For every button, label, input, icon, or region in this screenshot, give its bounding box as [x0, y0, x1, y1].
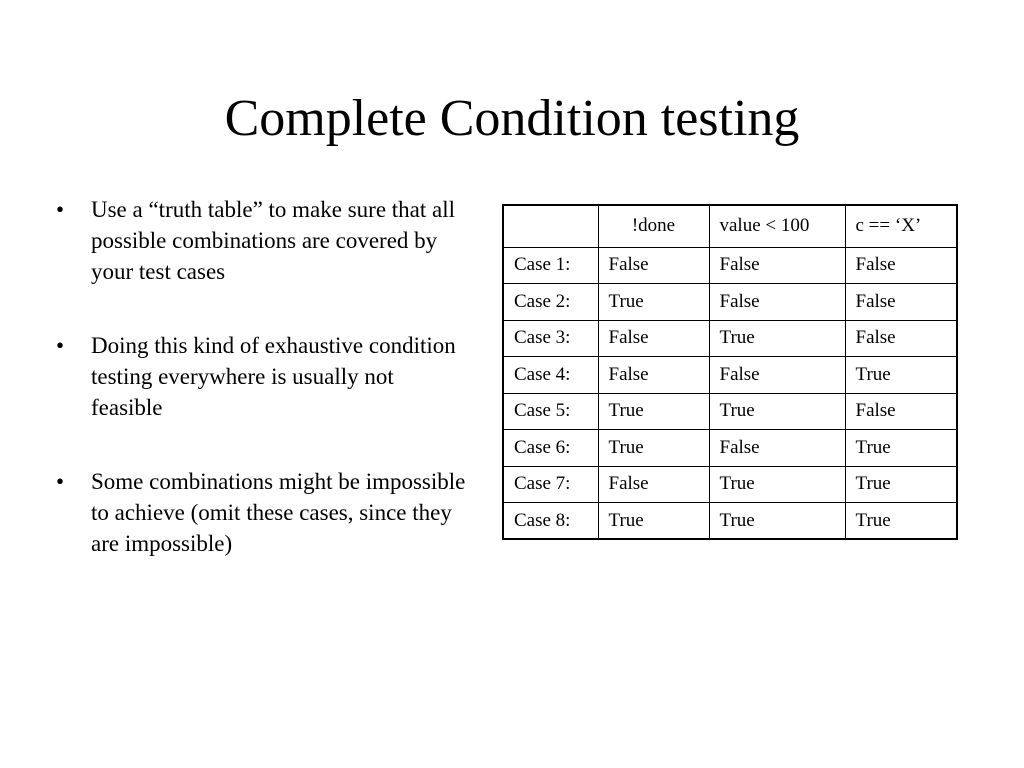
- header-cell-c: c == ‘X’: [845, 205, 957, 247]
- table-cell: False: [598, 357, 709, 394]
- table-row: [503, 320, 957, 357]
- case-label-cell: Case 2:: [503, 284, 598, 321]
- bullet-icon: •: [56, 333, 65, 358]
- case-label-cell: Case 8:: [503, 503, 598, 540]
- table-cell: False: [845, 247, 957, 284]
- table-cell: True: [845, 357, 957, 394]
- header-cell-empty: [503, 205, 598, 247]
- bullet-text: Use a “truth table” to make sure that all possible combinations are covered by your test cases: [91, 197, 456, 284]
- bullet-icon: •: [56, 469, 65, 494]
- table-cell: False: [709, 357, 845, 394]
- bullet-item: [50, 194, 470, 287]
- bullet-list: [50, 194, 470, 602]
- table-cell: True: [598, 430, 709, 467]
- table-header-row: [503, 205, 957, 247]
- table-cell: True: [845, 466, 957, 503]
- table-cell: True: [598, 503, 709, 540]
- table-cell: True: [598, 284, 709, 321]
- table-row: [503, 357, 957, 394]
- table-row: [503, 393, 957, 430]
- truth-table: [502, 204, 958, 540]
- bullet-text: Doing this kind of exhaustive condition testing everywhere is usually not feasible: [91, 333, 456, 420]
- case-label-cell: Case 5:: [503, 393, 598, 430]
- case-label-cell: Case 6:: [503, 430, 598, 467]
- table-cell: False: [845, 320, 957, 357]
- bullet-item: [50, 466, 470, 559]
- bullet-item: [50, 330, 470, 423]
- table-cell: False: [845, 393, 957, 430]
- table-cell: False: [598, 247, 709, 284]
- table-cell: True: [845, 430, 957, 467]
- table-row: [503, 430, 957, 467]
- slide-title: Complete Condition testing: [224, 90, 800, 147]
- table-cell: False: [598, 320, 709, 357]
- table-cell: False: [709, 284, 845, 321]
- header-cell-value: value < 100: [709, 205, 845, 247]
- case-label-cell: Case 3:: [503, 320, 598, 357]
- table-cell: True: [709, 503, 845, 540]
- table-row: [503, 503, 957, 540]
- case-label-cell: Case 7:: [503, 466, 598, 503]
- table-cell: False: [709, 247, 845, 284]
- table-cell: False: [845, 284, 957, 321]
- bullet-icon: •: [56, 197, 65, 222]
- bullet-text: Some combinations might be impossible to achieve (omit these cases, since they are impossible): [91, 469, 466, 556]
- table-cell: True: [709, 393, 845, 430]
- header-cell-done: !done: [598, 205, 709, 247]
- table-cell: True: [709, 466, 845, 503]
- table-row: [503, 284, 957, 321]
- table-cell: False: [598, 466, 709, 503]
- case-label-cell: Case 1:: [503, 247, 598, 284]
- table-cell: False: [709, 430, 845, 467]
- table-cell: True: [845, 503, 957, 540]
- table-cell: True: [598, 393, 709, 430]
- table-row: [503, 466, 957, 503]
- table-row: [503, 247, 957, 284]
- table-cell: True: [709, 320, 845, 357]
- case-label-cell: Case 4:: [503, 357, 598, 394]
